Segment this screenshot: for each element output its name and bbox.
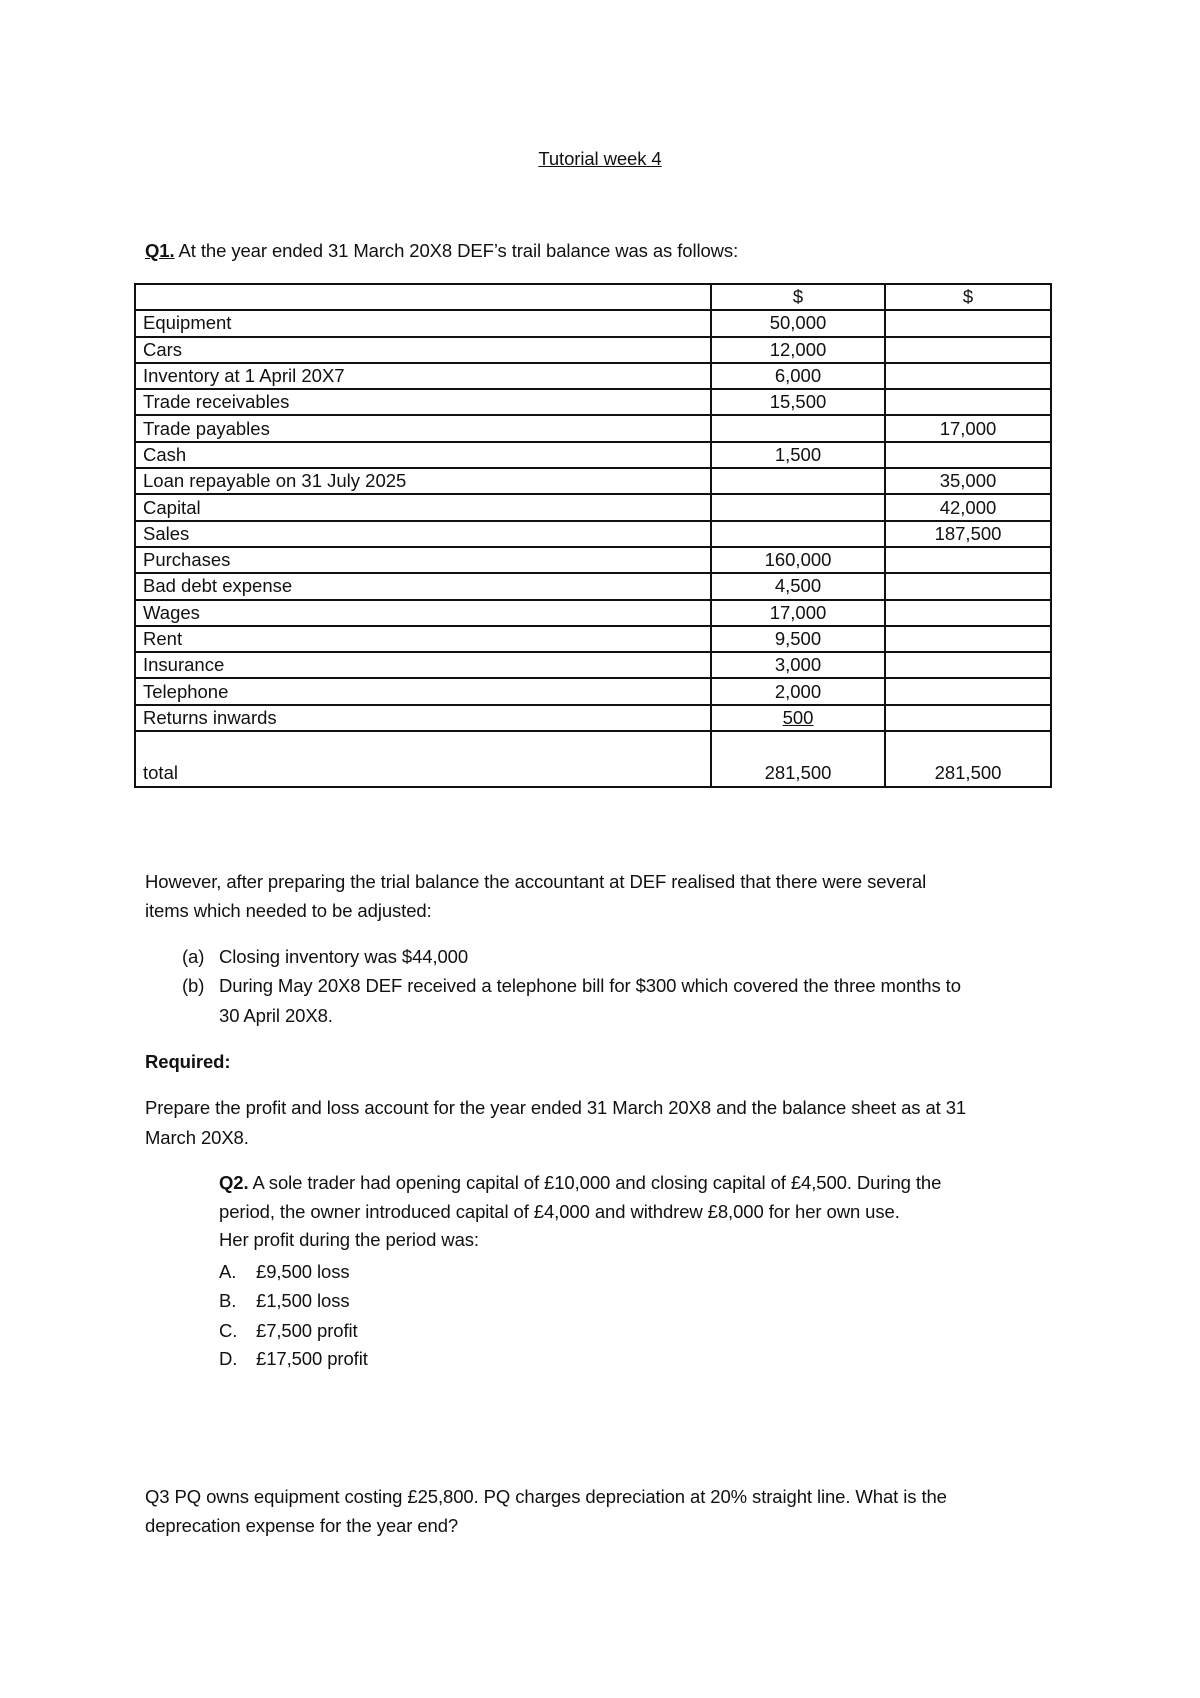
q3-line2: deprecation expense for the year end? <box>145 1515 459 1536</box>
header-debit: $ <box>711 284 885 310</box>
total-debit: 281,500 <box>711 731 885 787</box>
table-row <box>135 363 1051 389</box>
row-item: Inventory at 1 April 20X7 <box>135 363 711 389</box>
row-credit: 42,000 <box>885 494 1051 520</box>
row-debit: 3,000 <box>711 652 885 678</box>
row-item: Trade payables <box>135 415 711 441</box>
table-row <box>135 547 1051 573</box>
table-row <box>135 337 1051 363</box>
table-row <box>135 626 1051 652</box>
table-row <box>135 600 1051 626</box>
q2-option-d-letter: D. <box>219 1348 238 1369</box>
row-credit <box>885 442 1051 468</box>
table-row <box>135 389 1051 415</box>
adjustment-b-text: During May 20X8 DEF received a telephone bill for $300 which covered the three months to <box>219 975 961 996</box>
row-credit <box>885 337 1051 363</box>
table-row <box>135 415 1051 441</box>
row-credit <box>885 363 1051 389</box>
table-row <box>135 521 1051 547</box>
row-item: Telephone <box>135 678 711 704</box>
table-row <box>135 310 1051 336</box>
header-item <box>135 284 711 310</box>
row-credit <box>885 310 1051 336</box>
table-row <box>135 705 1051 731</box>
row-debit <box>711 468 885 494</box>
row-debit: 12,000 <box>711 337 885 363</box>
adjust-text-line1: However, after preparing the trial balance the accountant at DEF realised that there were several <box>145 871 927 892</box>
row-credit: 187,500 <box>885 521 1051 547</box>
row-credit <box>885 652 1051 678</box>
row-credit <box>885 573 1051 599</box>
row-item: Sales <box>135 521 711 547</box>
row-item: Purchases <box>135 547 711 573</box>
row-credit: 35,000 <box>885 468 1051 494</box>
row-debit: 6,000 <box>711 363 885 389</box>
row-item: Returns inwards <box>135 705 711 731</box>
row-credit <box>885 600 1051 626</box>
row-debit <box>711 705 885 731</box>
adjust-text-line2: items which needed to be adjusted: <box>145 900 432 921</box>
q2-label: Q2. <box>219 1172 249 1193</box>
table-row <box>135 678 1051 704</box>
header-credit: $ <box>885 284 1051 310</box>
q2-option-a: £9,500 loss <box>256 1261 350 1282</box>
q2-option-b-letter: B. <box>219 1290 237 1311</box>
q1-intro-text: At the year ended 31 March 20X8 DEF’s trail balance was as follows: <box>174 240 739 261</box>
row-credit: 17,000 <box>885 415 1051 441</box>
row-item: Cars <box>135 337 711 363</box>
q1-intro <box>145 240 738 262</box>
total-label: total <box>135 731 711 787</box>
row-credit <box>885 547 1051 573</box>
adjustment-b-marker: (b) <box>182 975 205 996</box>
table-row <box>135 468 1051 494</box>
table-row <box>135 652 1051 678</box>
table-header-row <box>135 284 1051 310</box>
adjustment-a-text: Closing inventory was $44,000 <box>219 946 469 967</box>
adjustment-b-text-cont: 30 April 20X8. <box>219 1005 333 1026</box>
page-title-text: Tutorial week 4 <box>538 148 662 169</box>
row-debit <box>711 521 885 547</box>
row-debit <box>711 494 885 520</box>
row-debit: 4,500 <box>711 573 885 599</box>
q2-line3: Her profit during the period was: <box>219 1229 479 1250</box>
required-label: Required: <box>145 1051 231 1072</box>
table-row <box>135 494 1051 520</box>
page-title <box>0 148 1200 170</box>
row-item: Capital <box>135 494 711 520</box>
row-debit: 50,000 <box>711 310 885 336</box>
row-item: Loan repayable on 31 July 2025 <box>135 468 711 494</box>
row-debit: 17,000 <box>711 600 885 626</box>
q2-option-c-letter: C. <box>219 1320 238 1341</box>
q3-line1: Q3 PQ owns equipment costing £25,800. PQ charges depreciation at 20% straight line. What is the <box>145 1486 947 1507</box>
table-total-row <box>135 731 1051 787</box>
table-row <box>135 573 1051 599</box>
q2-line1-text: A sole trader had opening capital of £10,000 and closing capital of £4,500. During the <box>248 1172 942 1193</box>
row-item: Equipment <box>135 310 711 336</box>
q2-line1 <box>219 1172 941 1194</box>
row-item: Cash <box>135 442 711 468</box>
total-credit: 281,500 <box>885 731 1051 787</box>
row-credit <box>885 389 1051 415</box>
q2-line2: period, the owner introduced capital of £4,000 and withdrew £8,000 for her own use. <box>219 1201 900 1222</box>
row-item: Bad debt expense <box>135 573 711 599</box>
row-item: Rent <box>135 626 711 652</box>
row-debit: 160,000 <box>711 547 885 573</box>
q2-option-a-letter: A. <box>219 1261 237 1282</box>
q2-option-d: £17,500 profit <box>256 1348 368 1369</box>
row-debit: 2,000 <box>711 678 885 704</box>
trial-balance-table <box>134 283 1052 788</box>
row-credit <box>885 705 1051 731</box>
adjustment-a-marker: (a) <box>182 946 205 967</box>
row-item: Wages <box>135 600 711 626</box>
row-credit <box>885 678 1051 704</box>
row-debit: 15,500 <box>711 389 885 415</box>
row-item: Trade receivables <box>135 389 711 415</box>
row-item: Insurance <box>135 652 711 678</box>
row-debit: 9,500 <box>711 626 885 652</box>
row-debit-underlined: 500 <box>782 706 814 728</box>
table-row <box>135 442 1051 468</box>
required-text-line2: March 20X8. <box>145 1127 249 1148</box>
row-debit <box>711 415 885 441</box>
q1-label: Q1. <box>145 240 175 261</box>
required-text-line1: Prepare the profit and loss account for the year ended 31 March 20X8 and the balance sheet as at 31 <box>145 1097 967 1118</box>
q2-option-c: £7,500 profit <box>256 1320 358 1341</box>
row-credit <box>885 626 1051 652</box>
row-debit: 1,500 <box>711 442 885 468</box>
q2-option-b: £1,500 loss <box>256 1290 350 1311</box>
